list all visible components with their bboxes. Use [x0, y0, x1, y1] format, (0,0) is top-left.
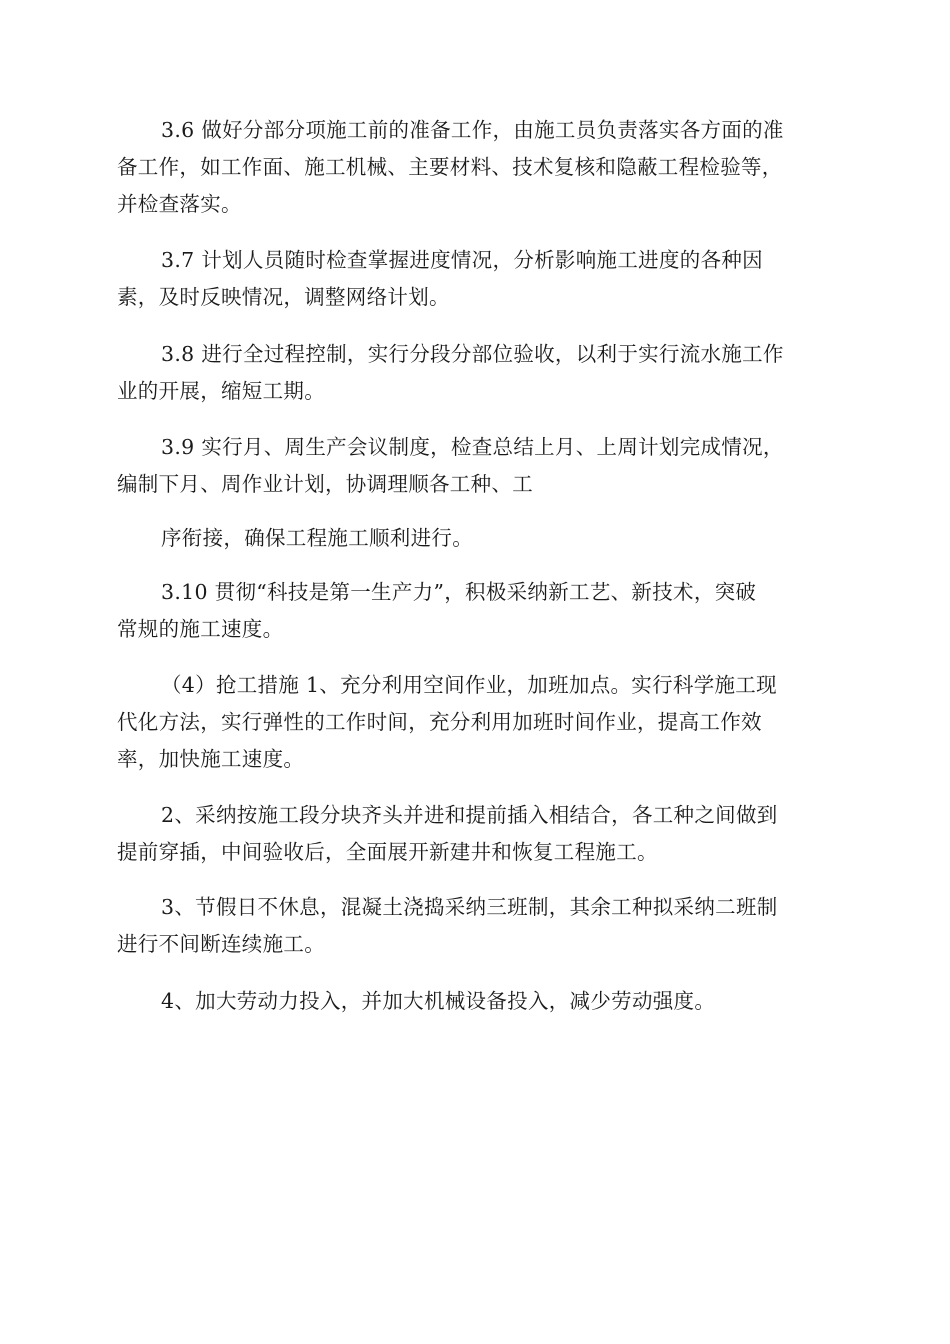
paragraph-3-10 [117, 574, 827, 648]
paragraph-line: 3.8 进行全过程控制，实行分段分部位验收，以利于实行流水施工作 [161, 342, 784, 366]
paragraph-line: 2、采纳按施工段分块齐头并进和提前插入相结合，各工种之间做到 [161, 803, 778, 827]
paragraph-line: 3、节假日不休息，混凝土浇捣采纳三班制，其余工种拟采纳二班制 [161, 895, 778, 919]
paragraph-rush-measures [117, 667, 827, 778]
paragraph-line: 3.9 实行月、周生产会议制度，检查总结上月、上周计划完成情况， [161, 435, 784, 459]
paragraph-3-9-continued [117, 520, 827, 557]
paragraph-line: 素，及时反映情况，调整网络计划。 [117, 285, 450, 309]
paragraph-3-6 [117, 112, 827, 223]
paragraph-line: 进行不间断连续施工。 [117, 932, 325, 956]
paragraph-measure-2 [117, 797, 827, 871]
paragraph-line: 3.10 贯彻“科技是第一生产力”，积极采纳新工艺、新技术，突破 [161, 580, 757, 604]
paragraph-3-8 [117, 336, 827, 410]
paragraph-line: （4）抢工措施 1、充分利用空间作业，加班加点。实行科学施工现 [161, 673, 777, 697]
paragraph-measure-3 [117, 889, 827, 963]
paragraph-line: 编制下月、周作业计划，协调理顺各工种、工 [117, 472, 533, 496]
paragraph-3-9 [117, 429, 827, 503]
paragraph-3-7 [117, 242, 827, 316]
paragraph-line: 4、加大劳动力投入，并加大机械设备投入，减少劳动强度。 [161, 989, 716, 1013]
paragraph-line: 率，加快施工速度。 [117, 747, 305, 771]
paragraph-line: 序衔接，确保工程施工顺利进行。 [161, 526, 473, 550]
paragraph-line: 备工作，如工作面、施工机械、主要材料、技术复核和隐蔽工程检验等， [117, 155, 783, 179]
paragraph-line: 业的开展，缩短工期。 [117, 379, 325, 403]
paragraph-line: 并检查落实。 [117, 192, 242, 216]
paragraph-line: 提前穿插，中间验收后，全面展开新建井和恢复工程施工。 [117, 840, 658, 864]
paragraph-line: 3.6 做好分部分项施工前的准备工作，由施工员负责落实各方面的准 [161, 118, 784, 142]
paragraph-measure-4 [117, 983, 827, 1020]
paragraph-line: 代化方法，实行弹性的工作时间，充分利用加班时间作业，提高工作效 [117, 710, 762, 734]
paragraph-line: 3.7 计划人员随时检查掌握进度情况，分析影响施工进度的各种因 [161, 248, 763, 272]
paragraph-line: 常规的施工速度。 [117, 617, 284, 641]
